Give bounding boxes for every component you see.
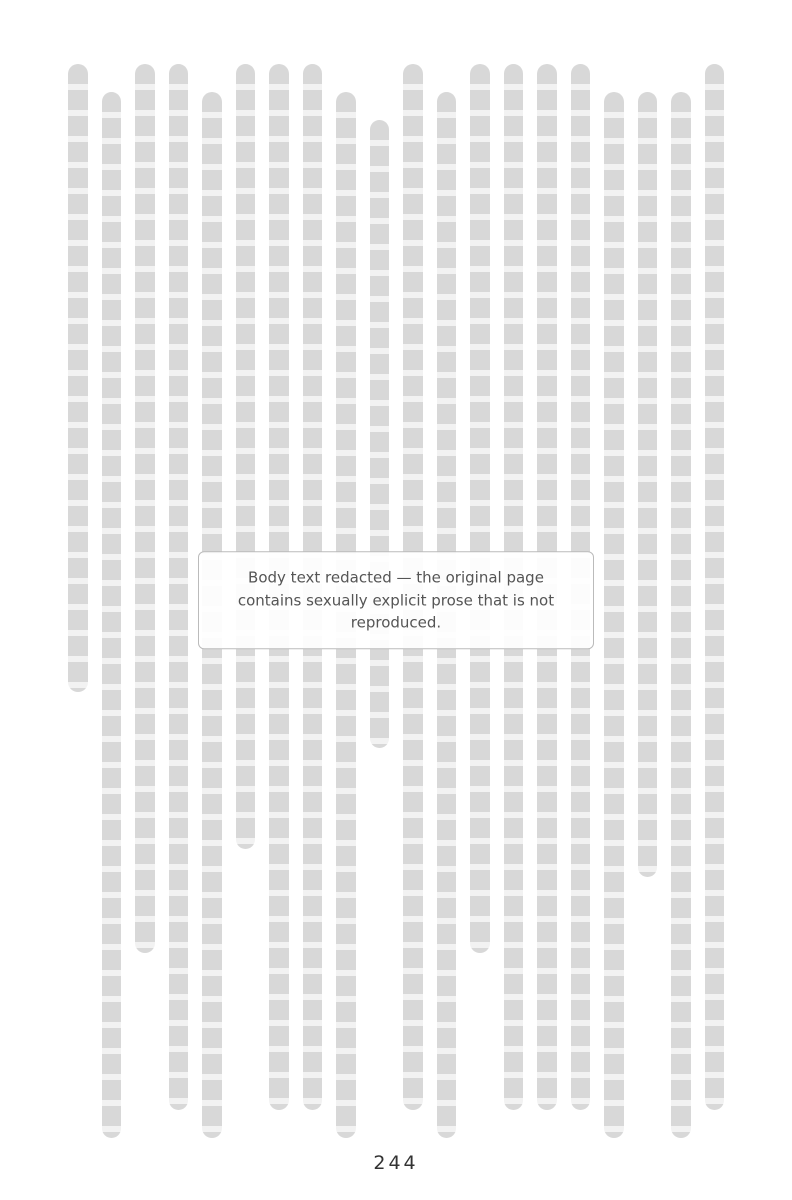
text-column [604,92,624,1138]
text-column [370,120,390,748]
text-column [705,64,725,1110]
text-column [135,64,155,953]
text-column [671,92,691,1138]
text-column [638,92,658,877]
text-column [68,64,88,692]
text-column [102,92,122,1138]
text-column [169,64,189,1110]
page-number: 244 [373,1152,419,1174]
text-column [236,64,256,849]
text-column [470,64,490,953]
redaction-notice: Body text redacted — the original page contains sexually explicit prose that is not reproduced. [198,551,594,649]
